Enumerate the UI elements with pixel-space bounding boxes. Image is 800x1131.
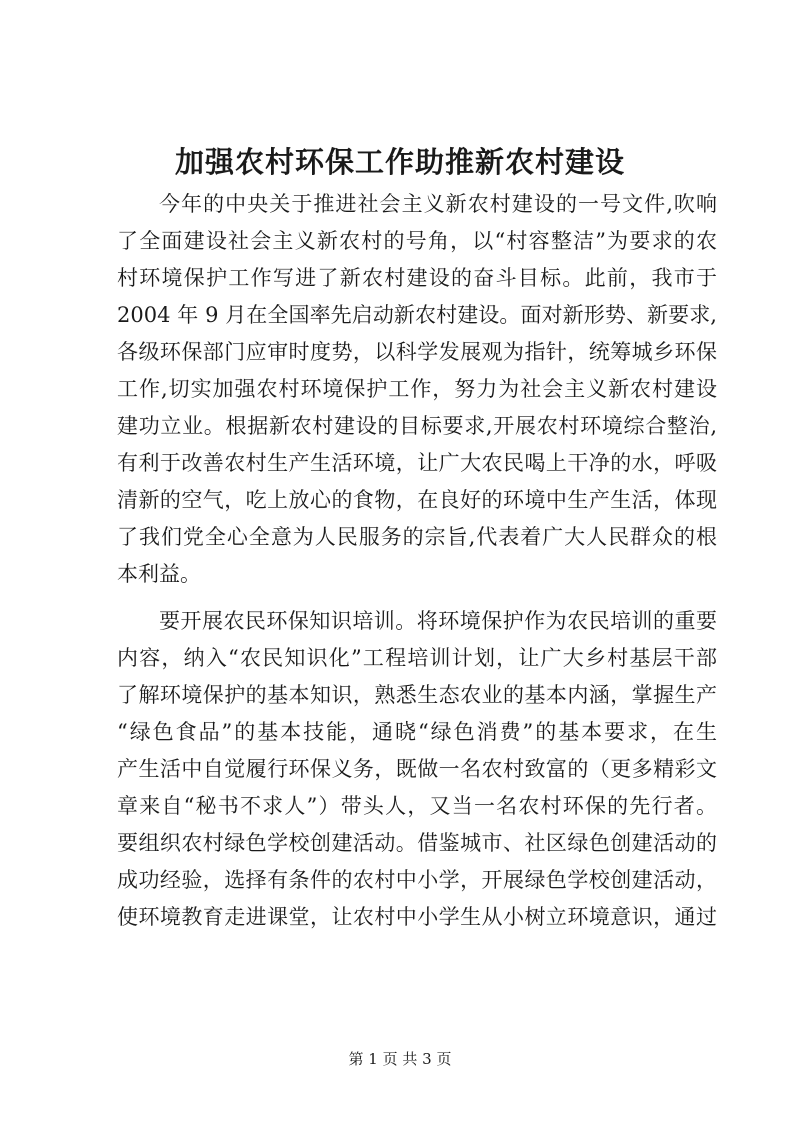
paragraph-gap (117, 593, 717, 603)
text-line: 章来自“秘书不求人”）带头人，又当一名农村环保的先行者。 (117, 794, 717, 818)
text-line: 使环境教育走进课堂，让农村中小学生从小树立环境意识，通过 (117, 905, 717, 929)
text-line: 各级环保部门应审时度势，以科学发展观为指针，统筹城乡环保 (117, 340, 717, 364)
document-body (117, 186, 717, 936)
text-line: 内容，纳入“农民知识化”工程培训计划，让广大乡村基层干部 (117, 646, 717, 670)
text-line: 村环境保护工作写进了新农村建设的奋斗目标。此前，我市于 (117, 266, 717, 290)
text-line: 建功立业。根据新农村建设的目标要求,开展农村环境综合整治, (117, 414, 717, 438)
page-number-footer: 第 1 页 共 3 页 (348, 1050, 452, 1068)
text-line: 2004 年 9 月在全国率先启动新农村建设。面对新形势、新要求, (117, 303, 717, 327)
text-line: 了我们党全心全意为人民服务的宗旨,代表着广大人民群众的根 (117, 525, 717, 549)
text-line: 要开展农民环保知识培训。将环境保护作为农民培训的重要 (159, 609, 717, 633)
text-line: 有利于改善农村生产生活环境，让广大农民喝上干净的水，呼吸 (117, 451, 717, 475)
text-line: 工作,切实加强农村环境保护工作，努力为社会主义新农村建设 (117, 377, 717, 401)
text-line: 清新的空气，吃上放心的食物，在良好的环境中生产生活，体现 (117, 488, 717, 512)
text-line: 了全面建设社会主义新农村的号角，以“村容整洁”为要求的农 (117, 229, 717, 253)
text-line: 本利益。 (117, 562, 201, 586)
paragraph (117, 186, 717, 593)
paragraph (117, 603, 717, 936)
text-line: 产生活中自觉履行环保义务，既做一名农村致富的（更多精彩文 (117, 757, 717, 781)
document-title: 加强农村环保工作助推新农村建设 (174, 145, 625, 179)
text-line: 了解环境保护的基本知识，熟悉生态农业的基本内涵，掌握生产 (117, 683, 717, 707)
text-line: 成功经验，选择有条件的农村中小学，开展绿色学校创建活动， (117, 868, 717, 892)
text-line: “绿色食品”的基本技能，通晓“绿色消费”的基本要求，在生 (117, 720, 717, 744)
text-line: 要组织农村绿色学校创建活动。借鉴城市、社区绿色创建活动的 (117, 831, 717, 855)
text-line: 今年的中央关于推进社会主义新农村建设的一号文件,吹响 (159, 192, 717, 216)
